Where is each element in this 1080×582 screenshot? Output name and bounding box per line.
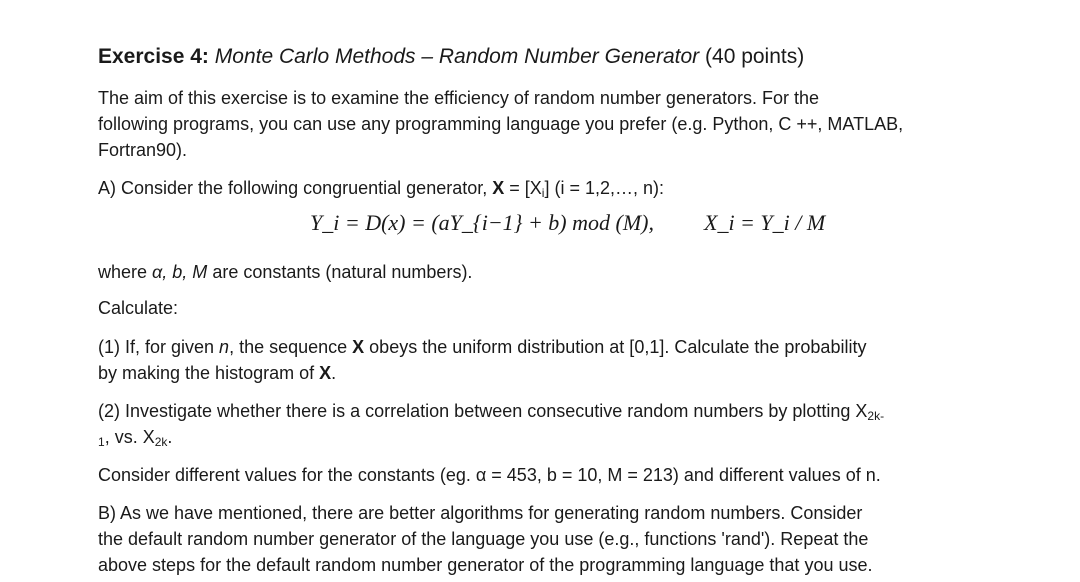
exercise-number: Exercise 4: bbox=[98, 45, 209, 68]
intro-line-1: The aim of this exercise is to examine the efficiency of random number generators. For the bbox=[98, 88, 820, 108]
intro-line-2: following programs, you can use any programming language you prefer (e.g. Python, C ++, MATLAB, bbox=[98, 114, 904, 134]
question-1-line-1: (1) If, for given n, the sequence X obeys the uniform distribution at [0,1]. Calculate the probability bbox=[98, 337, 867, 357]
exercise-title bbox=[98, 43, 998, 71]
exercise-points: (40 points) bbox=[705, 45, 805, 68]
constants-note: where α, b, M are constants (natural numbers). bbox=[98, 262, 473, 282]
part-a-intro: A) Consider the following congruential generator, $X = [X_i] (i$ = 1,2,…, n): bbox=[98, 178, 664, 200]
part-b-line-2: the default random number generator of the language you use (e.g., functions 'rand'). Repeat the bbox=[98, 529, 869, 549]
congruential-formula bbox=[310, 210, 825, 236]
intro-line-3: Fortran90). bbox=[98, 140, 188, 160]
exercise-topic: Monte Carlo Methods – Random Number Generator bbox=[214, 45, 700, 68]
calculate-label: Calculate: bbox=[98, 298, 179, 318]
constants-suggestion: Consider different values for the constants (eg. α = 453, b = 10, M = 213) and different values of n. bbox=[98, 465, 881, 485]
question-2-line-1: (2) Investigate whether there is a correlation between consecutive random numbers by plotting $X_{2k-}$ bbox=[98, 401, 885, 423]
question-2-line-2: $_1$, vs. $X_{2k}$. bbox=[98, 427, 173, 449]
formula-normalization: X_i = Y_i / M bbox=[704, 210, 826, 235]
question-1-line-2: by making the histogram of X. bbox=[98, 363, 337, 383]
part-b-line-1: B) As we have mentioned, there are better algorithms for generating random numbers. Consider bbox=[98, 503, 863, 523]
formula-recurrence: Y_i = D(x) = (aY_{i−1} + b) mod (M), bbox=[310, 210, 654, 235]
part-b-line-3: above steps for the default random number generator of the programming language that you use. bbox=[98, 555, 873, 575]
